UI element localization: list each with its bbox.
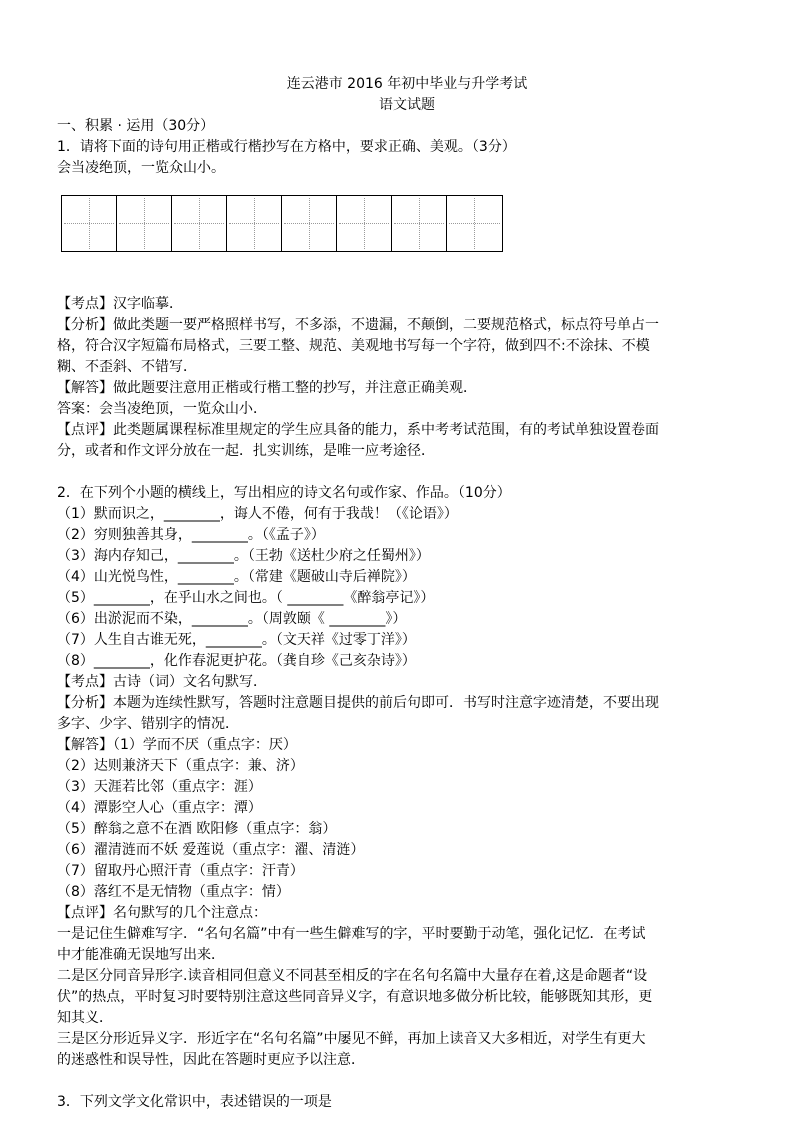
q2-item: （2）穷则独善其身，________。（《孟子》） xyxy=(57,527,325,543)
q1-fenxi-cont: 格，符合汉字短篇布局格式，三要工整、规范、美观地书写每一个字符，做到四不:不涂抹、不模 xyxy=(57,338,650,354)
q2-fenxi: 【分析】本题为连续性默写，答题时注意题目提供的前后句即可．书写时注意字迹清楚，不要出现 xyxy=(57,695,659,711)
q1-fenxi: 【分析】做此类题一要严格照样书写，不多添，不遗漏，不颠倒，二要规范格式，标点符号单占一 xyxy=(57,317,659,333)
q2-answer: （7）留取丹心照汗青（重点字：汗青） xyxy=(57,863,304,879)
q2-kaodian: 【考点】古诗（词）文名句默写． xyxy=(57,674,267,690)
q2-note: 二是区分同音异形字.读音相同但意义不同甚至相反的字在名句名篇中大量存在着,这是命题者“设 xyxy=(57,968,648,984)
section-heading: 一、积累 · 运用（30分） xyxy=(57,118,215,134)
q2-answer: （4）潭影空人心（重点字：潭） xyxy=(57,800,262,816)
q1-kaodian: 【考点】汉字临摹． xyxy=(57,296,183,312)
q2-answer: （3）天涯若比邻（重点字：涯） xyxy=(57,779,262,795)
writing-grid-wrap xyxy=(61,195,747,252)
q2-note: 的迷惑性和误导性，因此在答题时更应予以注意． xyxy=(57,1052,365,1068)
exam-page xyxy=(57,74,747,1113)
grid-cell[interactable] xyxy=(392,196,447,251)
q2-dianping: 【点评】名句默写的几个注意点： xyxy=(57,905,267,921)
q2-note: 伏”的热点，平时复习时要特别注意这些同音异义字，有意识地多做分析比较，能够既知其形，更 xyxy=(57,989,653,1005)
q2-item: （7）人生自古谁无死，________。（文天祥《过零丁洋》） xyxy=(57,632,416,648)
grid-cell[interactable] xyxy=(117,196,172,251)
q2-note: 一是记住生僻难写字．“名句名篇”中有一些生僻难写的字，平时要勤于动笔，强化记忆．在考试 xyxy=(57,926,646,942)
title-block xyxy=(57,74,747,116)
grid-cell[interactable] xyxy=(337,196,392,251)
q2-item: （8）________，化作春泥更护花。（龚自珍《己亥杂诗》） xyxy=(57,653,416,669)
q1-prompt: 1．请将下面的诗句用正楷或行楷抄写在方格中，要求正确、美观。（3分） xyxy=(57,139,516,155)
writing-grid[interactable] xyxy=(61,195,503,252)
q1-answer: 答案：会当凌绝顶，一览众山小． xyxy=(57,401,267,417)
q2-item: （4）山光悦鸟性，________。（常建《题破山寺后禅院》） xyxy=(57,569,416,585)
q3-prompt: 3．下列文学文化常识中，表述错误的一项是 xyxy=(57,1094,332,1110)
q1-dianping: 【点评】此类题属课程标准里规定的学生应具备的能力，系中考考试范围，有的考试单独设置卷面 xyxy=(57,422,659,438)
grid-cell[interactable] xyxy=(282,196,337,251)
q2-fenxi-cont: 多字、少字、错别字的情况． xyxy=(57,716,239,732)
q1-fenxi-cont: 糊、不歪斜、不错写． xyxy=(57,359,197,375)
grid-cell[interactable] xyxy=(62,196,117,251)
q1-poem-line: 会当凌绝顶，一览众山小。 xyxy=(57,160,225,176)
grid-cell[interactable] xyxy=(227,196,282,251)
q1-jieda: 【解答】做此题要注意用正楷或行楷工整的抄写，并注意正确美观． xyxy=(57,380,477,396)
q2-item: （3）海内存知己，________。（王勃《送杜少府之任蜀州》） xyxy=(57,548,430,564)
q2-note: 知其义． xyxy=(57,1010,113,1026)
q2-answer: （2）达则兼济天下（重点字：兼、济） xyxy=(57,758,304,774)
q2-answer: （6）濯清涟而不妖 爱莲说（重点字：濯、清涟） xyxy=(57,842,365,858)
q2-item: （5）________，在乎山水之间也。（ ________《醉翁亭记》） xyxy=(57,590,435,606)
exam-title: 连云港市 2016 年初中毕业与升学考试 xyxy=(286,76,528,92)
exam-subtitle: 语文试题 xyxy=(379,97,435,113)
q2-item: （6）出淤泥而不染，________。（周敦颐《 ________》） xyxy=(57,611,407,627)
q2-item: （1）默而识之，________，诲人不倦，何有于我哉！（《论语》） xyxy=(57,506,458,522)
q2-answer: 【解答】（1）学而不厌（重点字：厌） xyxy=(57,737,297,753)
q2-note: 三是区分形近异义字．形近字在“名句名篇”中屡见不鲜，再加上读音又大多相近，对学生有更大 xyxy=(57,1031,646,1047)
q2-prompt: 2．在下列个小题的横线上，写出相应的诗文名句或作家、作品。（10分） xyxy=(57,485,511,501)
q2-answer: （5）醉翁之意不在酒 欧阳修（重点字：翁） xyxy=(57,821,337,837)
grid-cell[interactable] xyxy=(447,196,502,251)
q1-dianping-cont: 分，或者和作文评分放在一起．扎实训练，是唯一应考途径． xyxy=(57,443,435,459)
grid-cell[interactable] xyxy=(172,196,227,251)
q2-answer: （8）落红不是无情物（重点字：情） xyxy=(57,884,290,900)
q2-note: 中才能准确无误地写出来． xyxy=(57,947,225,963)
